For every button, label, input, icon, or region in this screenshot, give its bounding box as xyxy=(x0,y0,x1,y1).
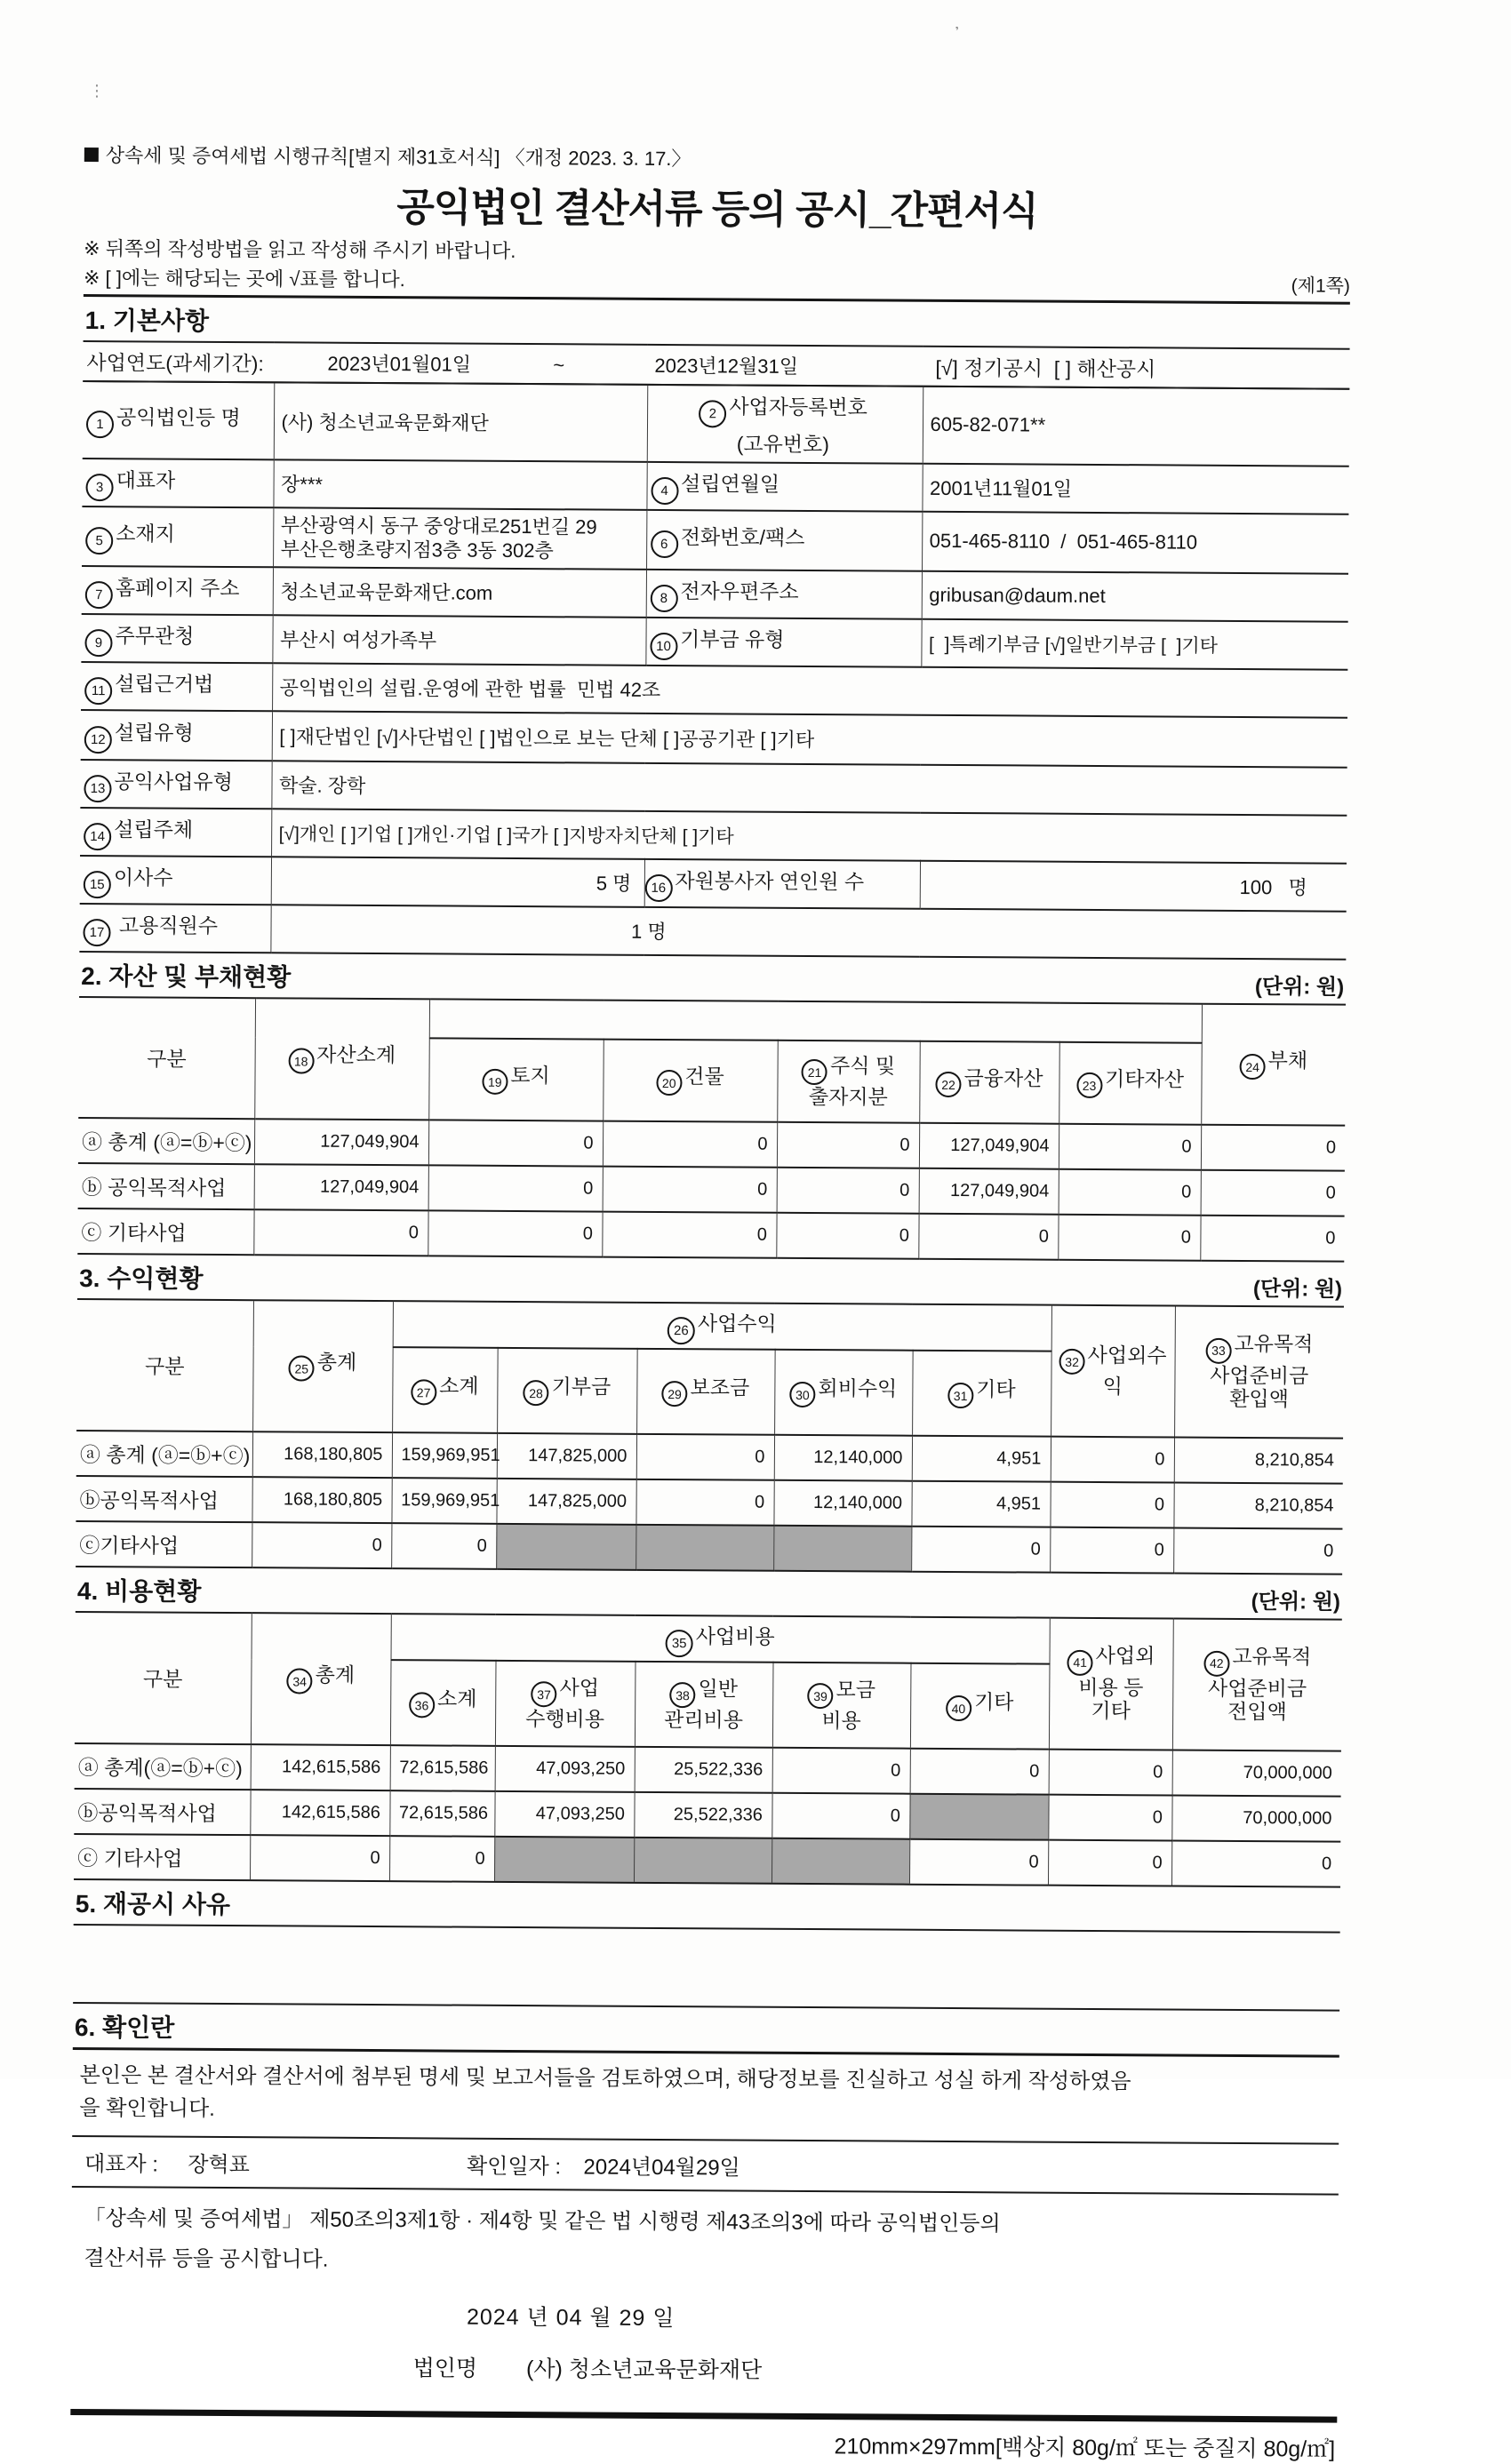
column-header: 25 총계 xyxy=(252,1300,393,1432)
numeric-cell: 0 xyxy=(777,1167,919,1213)
field-label: 3 대표자 xyxy=(82,458,273,506)
field-row xyxy=(80,807,1347,863)
unit-label: (단위: 원) xyxy=(1254,974,1345,1000)
field-row xyxy=(83,380,1350,466)
form-header-note xyxy=(84,140,1351,176)
column-header: 31 기타 xyxy=(912,1350,1051,1436)
field-label: 5 소재지 xyxy=(82,506,273,566)
section-1-title: 1. 기본사항 xyxy=(84,307,210,335)
field-row xyxy=(82,458,1348,514)
circled-number: 4 xyxy=(651,476,678,504)
table-row xyxy=(74,1833,1340,1886)
numeric-cell: 0 xyxy=(253,1209,428,1256)
field-row xyxy=(81,661,1347,717)
circled-number: 27 xyxy=(411,1380,436,1406)
field-value: 1 명 xyxy=(270,905,1346,959)
circled-number: 23 xyxy=(1076,1073,1102,1098)
instruction-note-1: ※ 뒤쪽의 작성방법을 읽고 작성해 주시기 바랍니다. xyxy=(84,236,516,262)
field-label: 2 사업자등록번호 (고유번호) xyxy=(647,384,923,463)
field-row xyxy=(82,506,1348,573)
numeric-cell: 159,969,951 xyxy=(391,1478,496,1524)
numeric-cell: 168,180,805 xyxy=(252,1431,392,1478)
section-6-heading xyxy=(73,2003,1339,2054)
corporation-name-line xyxy=(71,2332,1338,2394)
column-header: 42 고유목적 사업준비금 전입액 xyxy=(1172,1618,1342,1750)
scan-artifact: ⋮ xyxy=(89,82,105,100)
table-row xyxy=(74,1788,1340,1841)
circled-number: 15 xyxy=(84,871,111,898)
circled-number: 40 xyxy=(946,1695,971,1721)
column-header: 19 토지 xyxy=(428,1038,604,1120)
legal-basis-text: 「상속세 및 증여세법」 제50조의3제1항 · 제4항 및 같은 법 시행령 제43조의3에 따라 공익법인등의 결산서류 등을 공시합니다. xyxy=(84,2205,1001,2273)
circled-number: 19 xyxy=(482,1069,508,1095)
numeric-cell: 0 xyxy=(1059,1168,1201,1215)
field-value: 학술. 장학 xyxy=(271,761,1347,815)
field-value: 부산광역시 동구 중앙대로251번길 29 부산은행초량지점3층 3동 302층 xyxy=(273,507,646,570)
circled-number: 12 xyxy=(84,726,112,754)
masked-cell xyxy=(909,1793,1048,1839)
masked-cell xyxy=(773,1525,911,1571)
numeric-cell: 0 xyxy=(636,1433,774,1479)
circled-number: 25 xyxy=(289,1356,315,1382)
numeric-cell: 25,522,336 xyxy=(635,1746,772,1792)
circled-number: 20 xyxy=(656,1070,682,1096)
numeric-cell: 0 xyxy=(602,1211,776,1257)
field-value: [√]개인 [ ]기업 [ ]개인·기업 [ ]국가 [ ]지방자치단체 [ ]기타 xyxy=(271,809,1347,863)
field-label: 16 자원봉사자 연인원 수 xyxy=(644,858,920,908)
representative-name: 장혁표 xyxy=(188,2152,250,2178)
field-value: 부산시 여성가족부 xyxy=(272,615,645,666)
field-value: 051-465-8110 / 051-465-8110 xyxy=(922,511,1348,573)
row-label: ⓒ기타사업 xyxy=(76,1520,252,1567)
numeric-cell: 0 xyxy=(1051,1436,1174,1482)
circled-number: 28 xyxy=(523,1380,548,1406)
circled-number: 32 xyxy=(1059,1349,1085,1375)
row-label: ⓐ 총계(ⓐ=ⓑ+ⓒ) xyxy=(75,1742,251,1789)
numeric-cell: 0 xyxy=(636,1479,773,1525)
instruction-note-2: ※ [ ]에는 해당되는 곳에 √표를 합니다. xyxy=(83,266,405,291)
numeric-cell: 70,000,000 xyxy=(1171,1795,1340,1841)
circled-number: 7 xyxy=(85,581,113,609)
field-row xyxy=(79,903,1346,959)
masked-cell xyxy=(636,1524,773,1570)
column-header: 41 사업외 비용 등 기타 xyxy=(1049,1617,1173,1750)
numeric-cell: 4,951 xyxy=(911,1480,1050,1527)
circled-number: 17 xyxy=(83,919,110,946)
numeric-cell: 0 xyxy=(1201,1124,1345,1170)
column-header: 30 회비수익 xyxy=(774,1349,913,1435)
numeric-cell: 0 xyxy=(911,1526,1050,1572)
numeric-cell: 0 xyxy=(428,1165,603,1211)
circled-number: 1 xyxy=(86,411,114,438)
numeric-cell: 0 xyxy=(391,1523,496,1569)
column-header: 20 건물 xyxy=(603,1039,778,1121)
column-header: 33 고유목적 사업준비금 환입액 xyxy=(1174,1305,1344,1438)
row-label: ⓑ공익목적사업 xyxy=(76,1475,252,1521)
circled-number: 3 xyxy=(85,474,113,501)
unit-label: (단위: 원) xyxy=(1252,1276,1343,1302)
numeric-cell: 0 xyxy=(1049,1749,1172,1795)
circled-number: 10 xyxy=(650,632,677,659)
row-label: ⓐ 총계 (ⓐ=ⓑ+ⓒ) xyxy=(76,1430,252,1476)
numeric-cell: 0 xyxy=(1048,1839,1171,1886)
numeric-cell: 127,049,904 xyxy=(254,1164,428,1210)
circled-number: 24 xyxy=(1240,1054,1266,1080)
tilde: ~ xyxy=(553,354,565,377)
field-label: 12 설립유형 xyxy=(81,709,272,760)
numeric-cell: 0 xyxy=(1200,1215,1344,1261)
numeric-cell: 12,140,000 xyxy=(773,1479,911,1526)
confirmation-date-label: 확인일자 : xyxy=(466,2154,562,2180)
circled-number: 30 xyxy=(789,1382,815,1407)
circled-number: 6 xyxy=(651,530,678,558)
confirmation-date: 2024년04월29일 xyxy=(583,2155,740,2181)
numeric-cell: 0 xyxy=(1059,1123,1201,1169)
field-value: 청소년교육문화재단.com xyxy=(273,567,646,618)
numeric-cell: 0 xyxy=(776,1212,918,1258)
page-number: (제1쪽) xyxy=(1291,275,1351,297)
redisclosure-reason-box xyxy=(73,1923,1340,2011)
numeric-cell: 0 xyxy=(389,1836,494,1882)
business-year-end: 2023년12월31일 xyxy=(647,345,923,387)
regulation-note-text: 상속세 및 증여세법 시행규칙[별지 제31호서식] 〈개정 2023. 3. 17.〉 xyxy=(105,144,692,171)
business-year-label: 사업연도(과세기간): xyxy=(83,341,274,382)
row-label: ⓒ 기타사업 xyxy=(74,1833,250,1879)
circled-number: 34 xyxy=(287,1669,313,1694)
table-row xyxy=(78,1162,1345,1216)
circled-number: 31 xyxy=(947,1383,973,1408)
column-header: 36 소계 xyxy=(390,1660,496,1746)
circled-number: 18 xyxy=(288,1049,314,1074)
numeric-cell: 0 xyxy=(250,1835,389,1881)
column-header: 29 보조금 xyxy=(636,1348,775,1434)
revenue-table xyxy=(76,1297,1344,1575)
basic-info-table xyxy=(79,379,1349,960)
numeric-cell: 47,093,250 xyxy=(495,1745,635,1791)
corporation-name: (사) 청소년교육문화재단 xyxy=(526,2356,763,2383)
column-header: 22 금융자산 xyxy=(919,1041,1059,1123)
numeric-cell: 0 xyxy=(777,1121,919,1168)
section-3-title: 3. 수익현황 xyxy=(79,1264,204,1293)
field-value: [ ]재단법인 [√]사단법인 [ ]법인으로 보는 단체 [ ]공공기관 [ ]기타 xyxy=(272,711,1347,767)
column-group-header: 35 사업비용 xyxy=(391,1614,1050,1664)
section-5-title: 5. 재공시 사유 xyxy=(75,1889,231,1918)
numeric-cell: 72,615,586 xyxy=(389,1790,494,1837)
field-value: [ ]특례기부금 [√]일반기부금 [ ]기타 xyxy=(921,618,1347,669)
section-5-heading xyxy=(74,1879,1340,1931)
field-label: 11 설립근거법 xyxy=(81,661,272,710)
numeric-cell: 142,615,586 xyxy=(251,1744,390,1790)
masked-cell xyxy=(496,1523,636,1569)
circled-number: 36 xyxy=(409,1693,435,1718)
numeric-cell: 25,522,336 xyxy=(634,1791,771,1838)
circled-number: 9 xyxy=(84,629,112,657)
field-value: 공익법인의 설립.운영에 관한 법률 민법 42조 xyxy=(272,663,1347,717)
field-label: 9 주무관청 xyxy=(81,613,272,662)
circled-number: 37 xyxy=(531,1681,556,1707)
field-value: 100 명 xyxy=(920,860,1347,911)
circled-number: 35 xyxy=(666,1630,693,1657)
numeric-cell: 127,049,904 xyxy=(919,1122,1059,1168)
circled-number: 39 xyxy=(807,1683,833,1709)
unit-label: (단위: 원) xyxy=(1251,1589,1341,1615)
numeric-cell: 0 xyxy=(603,1166,777,1212)
expense-table xyxy=(74,1610,1342,1887)
representative-label: 대표자 : xyxy=(84,2151,159,2177)
table-row xyxy=(78,1117,1345,1170)
field-value: gribusan@daum.net xyxy=(922,570,1348,621)
circled-number: 2 xyxy=(699,400,726,427)
row-label: ⓑ공익목적사업 xyxy=(74,1788,250,1834)
field-label: 14 설립주체 xyxy=(80,807,271,856)
numeric-cell: 72,615,586 xyxy=(390,1745,495,1791)
table-row xyxy=(75,1742,1341,1796)
numeric-cell: 142,615,586 xyxy=(250,1790,389,1836)
circled-number: 11 xyxy=(84,677,112,705)
signature-date: 2024 년 04 월 29 일 xyxy=(466,2304,676,2332)
field-label: 1 공익법인등 명 xyxy=(83,380,275,459)
section-2-heading xyxy=(79,952,1346,1003)
field-value: 2001년11월01일 xyxy=(922,463,1348,514)
corporation-name-label: 법인명 xyxy=(412,2356,478,2381)
disclosure-type: [√] 정기공시 [ ] 해산공시 xyxy=(923,347,1349,389)
column-header: 21 주식 및 출자지분 xyxy=(777,1040,920,1122)
field-value: 605-82-071** xyxy=(923,386,1350,466)
representative-row xyxy=(72,2137,1339,2196)
field-value: (사) 청소년교육문화재단 xyxy=(274,382,648,462)
section-4-heading xyxy=(76,1567,1342,1618)
masked-cell xyxy=(771,1838,909,1884)
numeric-cell: 47,093,250 xyxy=(494,1790,634,1837)
circled-number: 33 xyxy=(1205,1338,1231,1364)
section-1-heading xyxy=(84,297,1350,348)
column-header: 구분 xyxy=(75,1611,252,1743)
row-label: ⓑ 공익목적사업 xyxy=(78,1162,254,1208)
numeric-cell: 0 xyxy=(909,1838,1048,1885)
field-row xyxy=(80,759,1347,815)
numeric-cell: 159,969,951 xyxy=(392,1432,497,1479)
numeric-cell: 0 xyxy=(1048,1794,1171,1840)
numeric-cell: 0 xyxy=(1050,1527,1173,1573)
section-2-title: 2. 자산 및 부채현황 xyxy=(81,961,292,991)
column-header: 27 소계 xyxy=(392,1347,498,1433)
section-4-title: 4. 비용현황 xyxy=(76,1576,202,1606)
column-header: 구분 xyxy=(76,1298,253,1431)
masked-cell xyxy=(634,1837,771,1883)
table-row xyxy=(76,1520,1342,1574)
column-header: 39 모금 비용 xyxy=(772,1662,911,1748)
numeric-cell: 0 xyxy=(1173,1527,1342,1574)
black-square-marker xyxy=(84,148,99,162)
numeric-cell: 0 xyxy=(1050,1481,1173,1527)
column-header: 23 기타자산 xyxy=(1059,1041,1202,1124)
field-row xyxy=(80,855,1347,911)
row-label: ⓒ 기타사업 xyxy=(77,1208,253,1254)
circled-number: 16 xyxy=(644,873,672,901)
circled-number: 14 xyxy=(84,823,111,850)
numeric-cell: 0 xyxy=(428,1120,603,1166)
field-row xyxy=(81,613,1347,669)
column-header: 구분 xyxy=(78,996,255,1118)
circled-number: 5 xyxy=(85,527,113,554)
numeric-cell: 147,825,000 xyxy=(496,1478,636,1524)
section-6-title: 6. 확인란 xyxy=(74,2013,175,2042)
row-label: ⓐ 총계 (ⓐ=ⓑ+ⓒ) xyxy=(78,1117,254,1163)
numeric-cell: 0 xyxy=(910,1748,1049,1794)
numeric-cell: 70,000,000 xyxy=(1172,1750,1341,1796)
column-header: 38 일반 관리비용 xyxy=(635,1661,773,1747)
column-group-header: 26 사업수익 xyxy=(393,1301,1051,1352)
numeric-cell: 0 xyxy=(603,1120,777,1167)
numeric-cell: 0 xyxy=(918,1213,1058,1259)
numeric-cell: 127,049,904 xyxy=(254,1119,428,1165)
table-row xyxy=(76,1430,1343,1483)
table-row xyxy=(76,1475,1342,1528)
assets-liabilities-table xyxy=(77,995,1346,1262)
paper-spec-note: 210mm×297mm[백상지 80g/㎡ 또는 중질지 80g/㎡] xyxy=(834,2434,1336,2462)
column-header: 24 부채 xyxy=(1201,1003,1346,1125)
field-label: 8 전자우편주소 xyxy=(646,569,922,618)
field-value: 5 명 xyxy=(271,857,644,907)
field-label: 13 공익사업유형 xyxy=(80,759,271,808)
field-row xyxy=(82,565,1348,621)
column-header: 37 사업 수행비용 xyxy=(495,1660,636,1746)
field-label: 4 설립연월일 xyxy=(646,461,922,511)
numeric-cell: 12,140,000 xyxy=(774,1434,912,1480)
circled-number: 26 xyxy=(668,1317,695,1344)
numeric-cell: 8,210,854 xyxy=(1173,1482,1342,1528)
circled-number: 13 xyxy=(84,775,111,802)
numeric-cell: 0 xyxy=(428,1210,602,1256)
column-header: 18 자산소계 xyxy=(254,998,429,1120)
field-label: 7 홈페이지 주소 xyxy=(82,565,273,614)
column-header: 34 총계 xyxy=(251,1613,391,1745)
numeric-cell: 4,951 xyxy=(912,1435,1051,1481)
scan-artifact: 𝄒 xyxy=(955,27,959,44)
circled-number: 21 xyxy=(802,1059,827,1085)
column-header: 28 기부금 xyxy=(497,1347,637,1433)
masked-cell xyxy=(494,1836,634,1882)
confirmation-statement: 본인은 본 결산서와 결산서에 첨부된 명세 및 보고서들을 검토하였으며, 해당정보를 진실하고 성실 하게 작성하였음 을 확인합니다. xyxy=(72,2049,1339,2144)
circled-number: 29 xyxy=(661,1381,687,1407)
numeric-cell: 0 xyxy=(252,1522,391,1568)
table-row xyxy=(77,1208,1344,1261)
field-label: 17 고용직원수 xyxy=(79,903,270,952)
field-value: 장*** xyxy=(273,459,646,510)
column-group-header xyxy=(429,999,1202,1042)
numeric-cell: 127,049,904 xyxy=(919,1168,1059,1214)
numeric-cell: 8,210,854 xyxy=(1174,1437,1343,1483)
field-label: 15 이사수 xyxy=(80,855,271,904)
numeric-cell: 0 xyxy=(1171,1840,1340,1886)
numeric-cell: 0 xyxy=(1201,1169,1345,1216)
circled-number: 41 xyxy=(1067,1650,1093,1676)
field-label: 10 기부금 유형 xyxy=(645,617,921,666)
numeric-cell: 0 xyxy=(772,1747,910,1793)
numeric-cell: 0 xyxy=(771,1792,909,1838)
circled-number: 42 xyxy=(1203,1651,1229,1677)
page-title: 공익법인 결산서류 등의 공시_간편서식 xyxy=(396,186,1038,234)
circled-number: 38 xyxy=(669,1682,695,1708)
circled-number: 22 xyxy=(935,1072,961,1097)
column-header: 40 기타 xyxy=(910,1663,1050,1749)
field-row xyxy=(81,709,1347,767)
circled-number: 8 xyxy=(650,584,677,611)
field-label: 6 전화번호/팩스 xyxy=(646,509,922,570)
section-3-heading xyxy=(77,1254,1344,1305)
numeric-cell: 168,180,805 xyxy=(252,1477,391,1523)
business-year-start: 2023년01월01일 ~ xyxy=(274,342,647,385)
numeric-cell: 147,825,000 xyxy=(497,1432,636,1479)
numeric-cell: 0 xyxy=(1058,1214,1200,1260)
column-header: 32 사업외수 익 xyxy=(1051,1304,1175,1437)
